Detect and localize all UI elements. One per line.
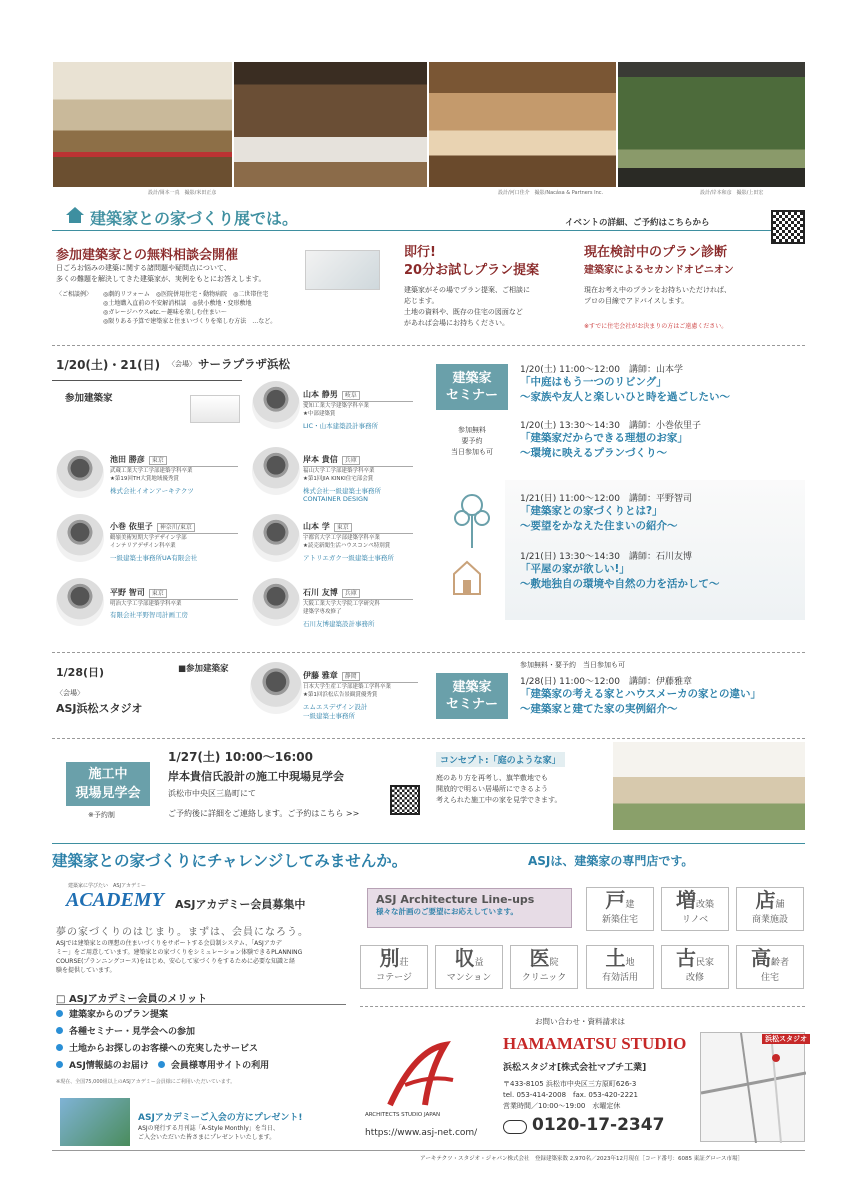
photo-japanese-room [53, 62, 232, 187]
service3-title: 現在検討中のプラン診断 建築家によるセカンドオピニオン [584, 245, 734, 276]
merit-rule [56, 1004, 346, 1005]
event2-participants-label: ■参加建築家 [178, 664, 229, 674]
lineup-item-cottage: 別荘 コテージ [360, 945, 428, 989]
bullet-icon [56, 1044, 63, 1051]
site-tour-badge-note: ※予約制 [88, 811, 115, 819]
architect-hirano: 平野 智司 東京 明治大学工学部建築学科卒業 有限会社平野智司計画工房 [110, 580, 238, 619]
event1-divider [52, 345, 805, 346]
lineup-item-clinic: 医院 クリニック [510, 945, 578, 989]
studio-company: 浜松スタジオ[株式会社マブチ工業] [503, 1063, 647, 1073]
seminar2-label-box: 建築家 セミナー [436, 673, 508, 719]
house-outline-icon [452, 560, 482, 596]
site-tour-location: 浜松市中央区三島町にて [168, 789, 256, 798]
avatar-ikeda [56, 450, 104, 498]
architect-ikeda: 池田 勝彦 東京 武蔵工業大学工学部建築学科卒業 ★第19回TH大賞地域優秀賞 株式会社イオンアーキテクツ [110, 447, 238, 495]
lineup-item-old-house: 古民家 改修 [661, 945, 729, 989]
house-icon [65, 206, 85, 224]
academy-merit-note: ※現在、全国75,000組以上のASJアカデミー会員様にご利用いただいています。 [56, 1079, 236, 1085]
asj-url[interactable]: https://www.asj-net.com/ [365, 1128, 478, 1138]
event1-venue-label: 〈会場〉 [168, 360, 196, 368]
site-tour-title: 岸本貴信氏設計の施工中現場見学会 [168, 770, 344, 783]
architect-kishimoto: 岸本 貴信 兵庫 福山大学工学部建築学科卒業 ★第1回JIA KINKI住宅部会賞 株式会社一級建築士事務所 CONTAINER DESIGN [303, 447, 413, 503]
seminar-2: 1/20(土) 13:30～14:30 講師：小巻依里子 「建築家だからできる理想のお家」 ～環境に映えるプランづくり～ [520, 421, 701, 459]
site-tour-divider [52, 738, 805, 739]
avatar-ishikawa [252, 578, 300, 626]
photo-living-room [234, 62, 427, 187]
asj-name: ARCHITECTS STUDIO JAPAN [365, 1112, 441, 1118]
main-heading: 建築家との家づくり展では。 [90, 209, 299, 228]
architect-yamamoto-shizuo: 山本 静男 岐阜 愛知工業大学建築学科卒業 ★中部建築賞 LIC・山本建築設計事務所 [303, 382, 413, 430]
architect-yamamoto-manabu: 山本 学 東京 宇都宮大学工学部建築学科卒業 ★読売新聞生活ハウスコンペ特別賞 アトリエガク一級建築士事務所 [303, 514, 413, 562]
studio-address-block: 〒433-8105 浜松市中央区三方原町626-3 tel. 053-414-2008 fax. 053-420-2221 営業時間／10:00～19:00 水曜定休 [503, 1080, 638, 1110]
asj-logo-icon [375, 1040, 465, 1110]
lineup-item-mansion: 収益 マンション [435, 945, 503, 989]
site-tour-concept-body: 庭のあり方を再考し、旗竿敷地でも 開放的で明るい居場所にできるよう 考えられた施工中の家を見学できます。 [436, 774, 562, 804]
event2-venue-label: 〈会場〉 [56, 689, 84, 697]
lineup-item-shop: 店舗 商業施設 [736, 887, 804, 931]
avatar-komaki [56, 514, 104, 562]
seminar-1: 1/20(土) 11:00～12:00 講師：山本学 「中庭はもう一つのリビング」 ～家族や友人と楽しいひと時を過ごしたい～ [520, 365, 730, 403]
avatar-ito [250, 662, 302, 714]
architect-ito: 伊藤 雅章 静岡 日本大学生産工学部建築工学科卒業 ★第1回浜松広告景観賞優秀賞 エムエスデザイン設計 一級建築士事務所 [303, 663, 418, 720]
academy-merits: 建築家からのプラン提案 各種セミナー・見学会への参加 土地からお探しのお客様への充実したサービス ASJ情報誌のお届け 会員様専用サイトの利用 [56, 1007, 269, 1075]
photo-wood-interior [429, 62, 616, 187]
site-tour-concept-label: コンセプト:「庭のような家」 [436, 752, 565, 767]
event1-participants-label: 参加建築家 [65, 393, 113, 404]
service1-title: 参加建築家との無料相談会開催 [56, 248, 239, 263]
academy-gift-title: ASJアカデミーご入会の方にプレゼント! [138, 1113, 303, 1123]
academy-merit-title: □ ASJアカデミー会員のメリット [56, 994, 208, 1005]
service3-note: ※すでに住宅会社がお決まりの方はご遠慮ください。 [584, 323, 728, 330]
service2-title: 即行! 20分お試しプラン提案 [404, 245, 540, 278]
avatar-kishimoto [252, 447, 300, 495]
site-tour-photo [613, 742, 805, 830]
challenge-subheading: ASJは、建築家の専門店です。 [528, 854, 694, 868]
academy-tagline: 夢の家づくりのはじまり。まずは、会員になろう。 [56, 927, 309, 938]
access-map [700, 1032, 805, 1142]
photo-caption-3: 設計/岸本和彦 撮影/上田宏 [700, 190, 764, 196]
site-tour-qr-icon[interactable] [390, 785, 420, 815]
bullet-icon [158, 1061, 165, 1068]
studio-name: HAMAMATSU STUDIO [503, 1034, 687, 1053]
photo-caption-1: 設計/岡本一真 撮影/米田正彦 [148, 190, 217, 196]
site-tour-reserve-link[interactable]: ご予約後に詳細をご連絡します。ご予約はこちら >> [168, 809, 360, 818]
contact-divider [360, 1006, 805, 1007]
footer-rule [52, 1150, 805, 1151]
academy-logo: ACADEMY [66, 889, 164, 911]
avatar-yamamoto-shizuo [252, 381, 300, 429]
lineup-header: ASJ Architecture Line-ups 様々な計画のご要望にお応えしています。 [367, 888, 572, 928]
service2-body: 建築家がその場でプラン提案、ご相談に 応じます。 土地の資料や、既存の住宅の図面など があれば会場にお持ちください。 [404, 286, 530, 327]
challenge-heading: 建築家との家づくりにチャレンジしてみませんか。 [52, 852, 408, 870]
lineup-item-new-house: 戸建 新築住宅 [586, 887, 654, 931]
consult-examples: ◎劇的リフォーム ◎医院併用住宅・動物病院 ◎二世帯住宅 ◎土地購入直前の不安解消相談 ◎狭小敷地・変形敷地 ◎ガレージハウスetc.～趣味を楽しむ住まい～ ◎限りある予算で建築家と住まいづくりを楽しむ方法 …など。 [103, 291, 277, 325]
avatar-hirano [56, 578, 104, 626]
seminar-5: 1/28(日) 11:00～12:00 講師：伊藤雅章 「建築家の考える家とハウスメーカの家との違い」 ～建築家と建てた家の実例紹介～ [520, 677, 761, 715]
seminar2-note: 参加無料・要予約 当日参加も可 [520, 661, 625, 669]
event1-date: 1/20(土)・21(日) [56, 358, 161, 372]
footer-text: アーキテクツ・スタジオ・ジャパン株式会社 登録建築家数 2,970名／2023年12月現在［コード番号：6085 東証グロース市場］ [420, 1156, 743, 1162]
lineup-item-elderly: 高齢者 住宅 [736, 945, 804, 989]
seminar-4: 1/21(日) 13:30～14:30 講師：石川友博 「平屋の家が欲しい!」 ～敷地独自の環境や自然の力を活かして～ [520, 552, 720, 590]
event2-date: 1/28(日) [56, 666, 105, 679]
qr-code-icon[interactable] [771, 210, 805, 244]
site-tour-date: 1/27(土) 10:00～16:00 [168, 750, 313, 764]
bullet-icon [56, 1027, 63, 1034]
event2-divider [52, 652, 805, 653]
heading-divider [52, 230, 782, 231]
academy-gift-body: ASJの発行する月刊誌「A-Style Monthly」を当日、 ご入会いただいた皆さまにプレゼントいたします。 [138, 1125, 279, 1141]
academy-title: ASJアカデミー会員募集中 [175, 898, 306, 911]
plan-model-image [305, 250, 380, 290]
freedial-icon [503, 1120, 527, 1134]
seminar-notes: 参加無料 要予約 当日参加も可 [451, 426, 493, 457]
bullet-icon [56, 1061, 63, 1068]
academy-logo-sub: 建築家に学びたい ASJアカデミー [68, 883, 147, 889]
event-link-text[interactable]: イベントの詳細、ご予約はこちらから [565, 218, 710, 228]
photo-garden-view [618, 62, 805, 187]
avatar-yamamoto-manabu [252, 514, 300, 562]
lineup-item-renovation: 増改築 リノベ [661, 887, 729, 931]
tree-icon [452, 490, 492, 550]
event1-rule [52, 380, 242, 381]
freedial-number[interactable]: 0120-17-2347 [532, 1115, 665, 1135]
bullet-icon [56, 1010, 63, 1017]
photo-caption-2: 設計/河口佳介 撮影/Nacása & Partners Inc. [498, 190, 604, 196]
service3-body: 現在お考え中のプランをお持ちいただければ、 プロの目線でアドバイスします。 [584, 286, 731, 305]
challenge-divider [52, 843, 805, 844]
map-label: 浜松スタジオ [762, 1034, 810, 1044]
site-tour-badge: 施工中 現場見学会 [66, 762, 150, 806]
architect-ishikawa: 石川 友博 兵庫 大阪工業大学大学院工学研究科 建築学専攻修了 石川友博建築設計事務所 [303, 580, 413, 628]
academy-body: ASJでは建築家との理想の住まいづくりをサポートする会員制システム、「ASJアカデ ミー」をご用意しています。建築家との家づくりをシミュレーション体験できるPLANNING COURSE(プランニングコース)をはじめ、安心して家づくりをするために必要な知識と経 験を提供しています。 [56, 940, 303, 974]
contact-label: お問い合わせ・資料請求は [535, 1017, 625, 1026]
consult-examples-label: 〈ご相談例〉 [56, 291, 93, 298]
seminar-label-box: 建築家 セミナー [436, 364, 508, 410]
model-photo [190, 395, 240, 423]
service1-body: 日ごろお悩みの建築に関する諸問題や疑問点について、 多くの難題を解決してきた建築家が、実例をもとにお答えします。 [56, 264, 266, 283]
lineup-item-land: 土地 有効活用 [586, 945, 654, 989]
magazine-image [60, 1098, 130, 1146]
architect-komaki: 小巻 依里子 神奈川/東京 鶴嶺美術短期大学デザイン学部 インテリアデザイン科卒業 一級建築士事務所UA有限会社 [110, 514, 238, 562]
event2-venue: ASJ浜松スタジオ [56, 702, 143, 715]
seminar-3: 1/21(日) 11:00～12:00 講師：平野智司 「建築家との家づくりとは?」 ～要望をかなえた住まいの紹介～ [520, 494, 692, 532]
event1-venue: サーラプラザ浜松 [198, 357, 290, 371]
